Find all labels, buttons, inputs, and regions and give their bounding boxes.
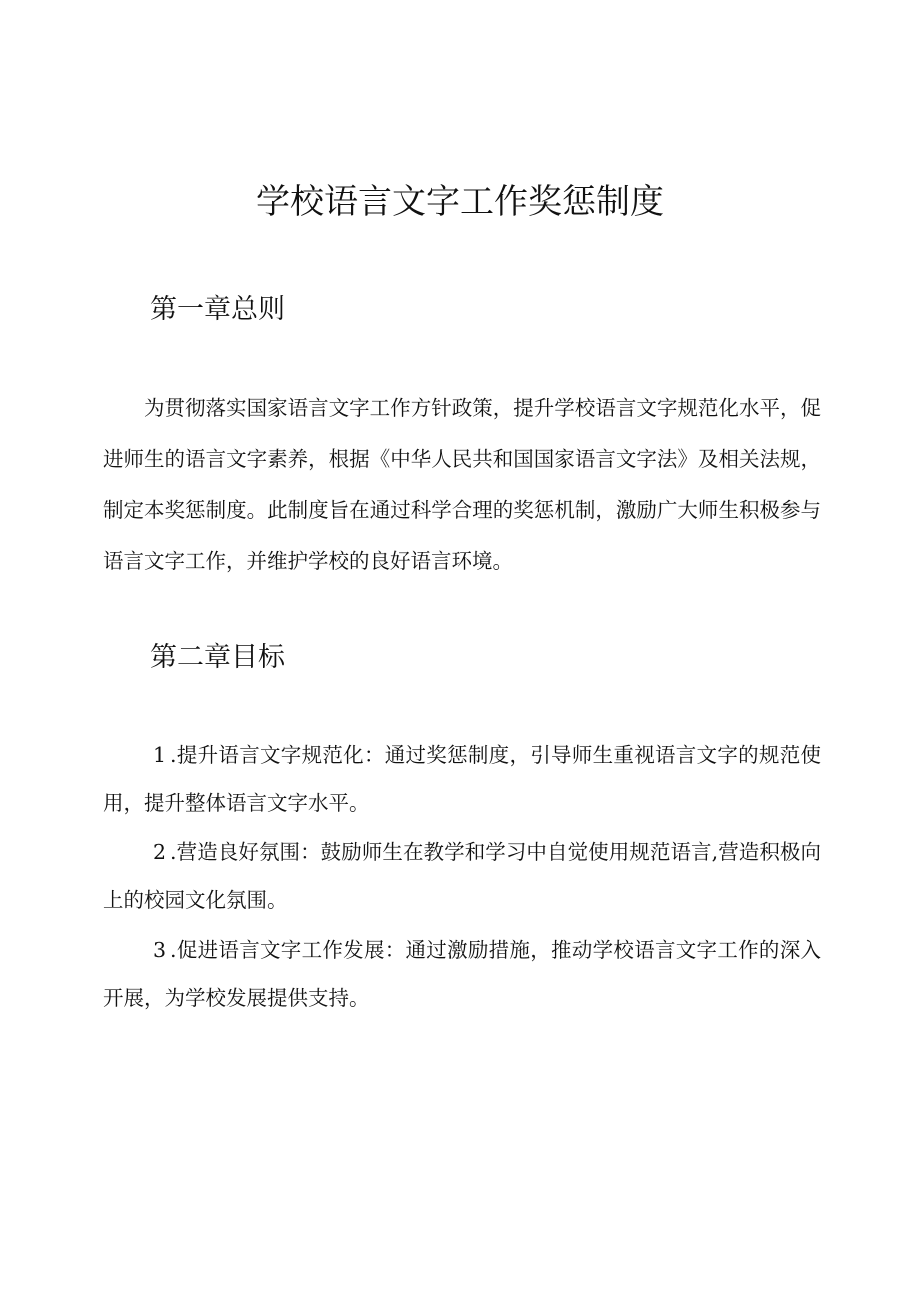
list-item-number: 2 (153, 840, 167, 864)
list-item-text: .营造良好氛围：鼓励师生在教学和学习中自觉使用规范语言,营造积极向上的校园文化氛围。 (103, 840, 821, 912)
list-item-2 (103, 828, 821, 924)
list-item-3 (103, 926, 821, 1022)
chapter-1-paragraph: 为贯彻落实国家语言文字工作方针政策，提升学校语言文字规范化水平，促进师生的语言文字素养，根据《中华人民共和国国家语言文字法》及相关法规，制定本奖惩制度。此制度旨在通过科学合理的奖惩机制，激励广大师生积极参与语言文字工作，并维护学校的良好语言环境。 (103, 396, 821, 573)
list-item-text: .提升语言文字规范化：通过奖惩制度，引导师生重视语言文字的规范使用，提升整体语言文字水平。 (103, 743, 821, 815)
list-item-number: 3 (153, 938, 167, 962)
document-title: 学校语言文字工作奖惩制度 (256, 182, 664, 222)
chapter-heading-1: 第一章总则 (150, 294, 285, 325)
list-item-text: .促进语言文字工作发展：通过激励措施，推动学校语言文字工作的深入开展，为学校发展提供支持。 (103, 938, 821, 1010)
chapter-heading-2: 第二章目标 (150, 642, 285, 673)
list-item-1 (103, 731, 821, 827)
list-item-number: 1 (153, 743, 167, 767)
